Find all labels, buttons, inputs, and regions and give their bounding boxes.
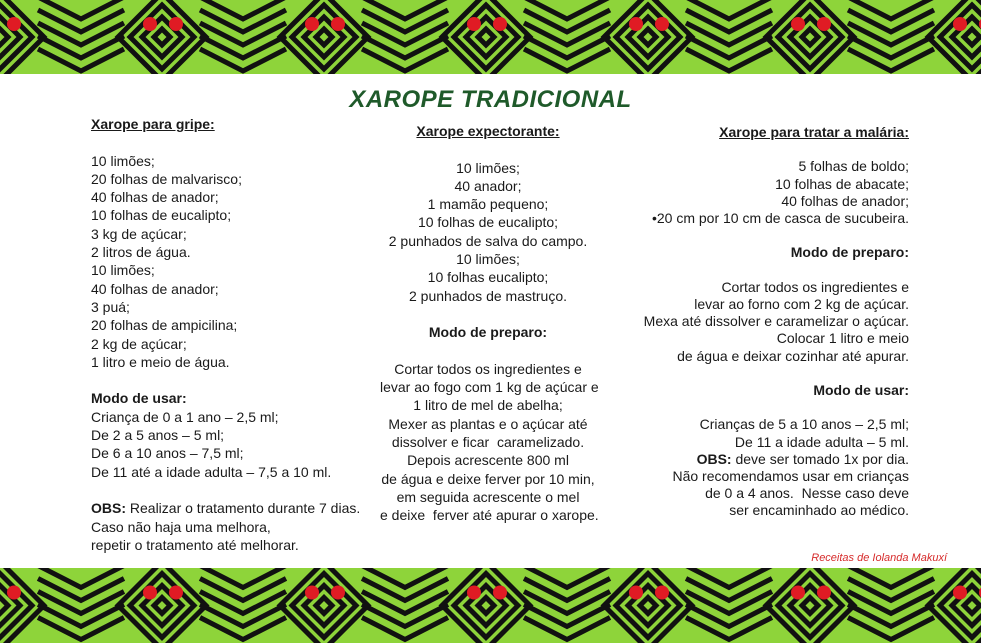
usage-heading: Modo de usar: [91,390,187,407]
prep-line: de água e deixar cozinhar até apurar. [677,347,909,364]
usage-line: De 11 a idade adulta – 5 ml. [734,433,909,450]
prep-line: Mexa até dissolver e caramelizar o açúcar. [643,313,909,330]
red-dot [655,17,669,31]
list-item: 20 folhas de malvarisco; [91,170,242,187]
red-dot [467,586,481,600]
list-item: 10 limões; [456,159,520,176]
recipe-malaria [640,124,909,520]
prep-line: 1 litro de mel de abelha; [413,397,563,414]
page-title: XAROPE TRADICIONAL [349,86,632,113]
list-item: 2 kg de açúcar; [91,335,187,352]
list-item: 2 punhados de salva do campo. [388,232,588,249]
red-dot [493,586,507,600]
prep-line: de água e deixe ferver por 10 min, [381,470,595,487]
prep-line: Cortar todos os ingredientes e [394,360,582,377]
prep-line: Cortar todos os ingredientes e [721,278,909,295]
red-dot [331,586,345,600]
red-dot [629,17,643,31]
prep-line: levar ao forno com 2 kg de açúcar. [694,295,909,312]
red-dot [655,586,669,600]
red-dot [331,17,345,31]
list-item: 3 kg de açúcar; [91,225,187,242]
red-dot [467,17,481,31]
red-dot [791,586,805,600]
recipe-expectorante [380,122,599,525]
recipe-heading: Xarope expectorante: [416,123,560,139]
obs-label: OBS: [91,500,126,517]
list-item: 5 folhas de boldo; [798,158,909,175]
list-item: 10 limões; [91,152,155,169]
list-item: 2 punhados de mastruço. [409,287,567,304]
red-dot [7,586,21,600]
list-item: 2 litros de água. [91,244,191,261]
red-dot [493,17,507,31]
red-dot [143,586,157,600]
red-dot [953,586,967,600]
red-dot [305,586,319,600]
obs-line: de 0 a 4 anos. Nesse caso deve [705,485,909,502]
obs-line: Caso não haja uma melhora, [91,518,271,535]
tribal-pattern-bottom [0,568,981,643]
obs-line: Não recomendamos usar em crianças [672,467,909,484]
usage-line: De 11 até a idade adulta – 7,5 a 10 ml. [91,463,332,480]
list-item: •20 cm por 10 cm de casca de sucubeira. [651,210,909,226]
tribal-pattern-top [0,0,981,74]
obs-note [640,451,909,468]
top-pattern-band [0,0,981,74]
obs-text: Realizar o tratamento durante 7 dias. [126,500,361,517]
list-item: 10 folhas de abacate; [775,175,909,192]
obs-text: deve ser tomado 1x por dia. [731,450,909,467]
list-item: 10 limões; [456,251,520,268]
usage-line: De 2 a 5 anos – 5 ml; [91,427,225,444]
usage-line: De 6 a 10 anos – 7,5 ml; [91,445,244,462]
list-item: 10 limões; [91,262,155,279]
recipe-heading: Xarope para tratar a malária: [719,124,909,140]
obs-note [91,499,360,517]
list-item: 40 folhas de anador; [91,189,219,206]
obs-line: ser encaminhado ao médico. [729,502,909,519]
ingredient-list [91,152,360,372]
prep-line: levar ao fogo com 1 kg de açúcar e [380,379,599,396]
credit-line: Receitas de Iolanda Makuxí [811,552,947,564]
prep-line: em seguida acrescente o mel [396,488,580,505]
prep-heading: Modo de preparo: [428,324,548,341]
prep-line: Mexer as plantas e o açúcar até [388,415,588,432]
red-dot [169,17,183,31]
list-item: 40 folhas de anador; [91,280,219,297]
obs-line: repetir o tratamento até melhorar. [91,536,299,553]
red-dot [629,586,643,600]
usage-line: Crianças de 5 a 10 anos – 2,5 ml; [699,416,909,433]
recipe-heading: Xarope para gripe: [91,116,215,132]
prep-line: dissolver e ficar caramelizado. [391,434,585,451]
usage-line: Criança de 0 a 1 ano – 2,5 ml; [91,408,279,425]
red-dot [143,17,157,31]
usage-heading: Modo de usar: [813,381,909,398]
red-dot [817,586,831,600]
prep-heading: Modo de preparo: [790,244,909,261]
red-dot [791,17,805,31]
prep-line: Colocar 1 litro e meio [776,330,909,347]
bottom-pattern-band [0,568,981,643]
list-item: 20 folhas de ampicilina; [91,317,238,334]
red-dot [817,17,831,31]
obs-label: OBS: [696,450,732,467]
red-dot [305,17,319,31]
list-item: 1 mamão pequeno; [427,196,549,213]
red-dot [953,17,967,31]
list-item: 40 folhas de anador; [781,192,909,209]
prep-line: e deixe ferver até apurar o xarope. [380,507,599,524]
list-item: 40 anador; [454,177,522,194]
red-dot [7,17,21,31]
list-item: 10 folhas de eucalipto; [417,214,559,231]
list-item: 10 folhas eucalipto; [427,269,549,286]
red-dot [169,586,183,600]
recipe-gripe [91,115,360,554]
list-item: 1 litro e meio de água. [91,353,230,370]
list-item: 10 folhas de eucalipto; [91,207,232,224]
list-item: 3 puá; [91,298,130,315]
prep-line: Depois acrescente 800 ml [407,452,569,469]
